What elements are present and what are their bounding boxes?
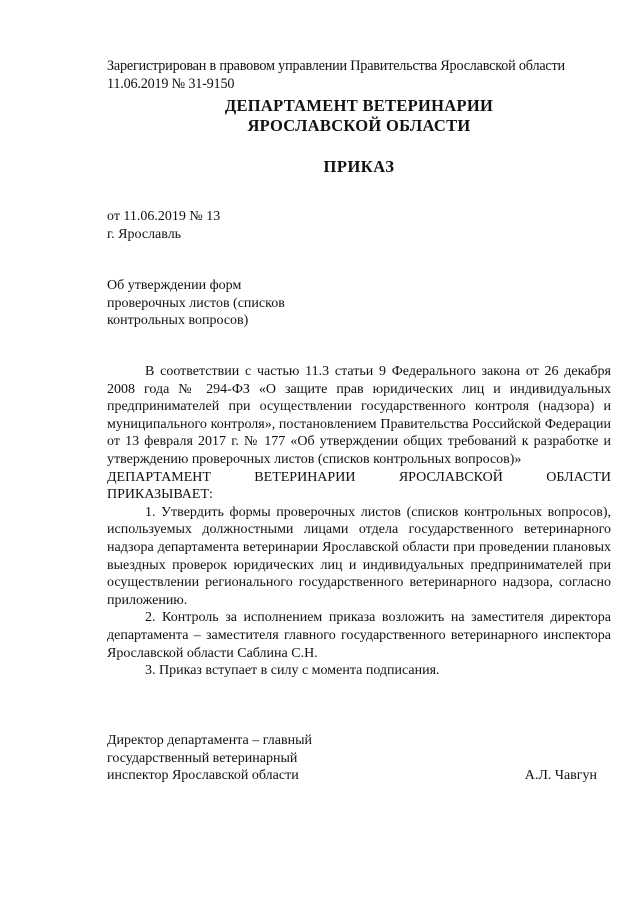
signature-line-1-row [107, 732, 611, 750]
order-item-3: 3. Приказ вступает в силу с момента подписания. [145, 663, 440, 679]
signature-line-3: инспектор Ярославской области [107, 768, 299, 784]
order-date-number: от 11.06.2019 № 13 [107, 209, 221, 224]
signatory-name: А.Л. Чавгун [524, 768, 597, 784]
department-heading [107, 96, 611, 136]
order-body [107, 363, 611, 680]
order-meta [107, 208, 611, 243]
subject-line-1: Об утверждении форм [107, 278, 242, 293]
registration-line-1: Зарегистрирован в правовом управлении Правительства Ярославской области [107, 58, 565, 74]
signature-line-2-row [107, 750, 611, 768]
order-item-2: 2. Контроль за исполнением приказа возложить на заместителя директора департамента – заместителя главного государственного ветеринарного инспектора Ярославской области Саблина С.Н. [107, 610, 611, 661]
orders-line-2: ПРИКАЗЫВАЕТ: [107, 487, 213, 503]
order-title: ПРИКАЗ [323, 157, 395, 176]
order-item-1: 1. Утвердить формы проверочных листов (списков контрольных вопросов), используемых должностными лицами отдела государственного ветеринарного надзора департамента ветеринарии Ярославской области при проведении плановых выездных проверок юридических лиц и индивидуальных предпринимателей при осуществлении регионального государственного ветеринарного надзора, согласно приложению. [107, 504, 611, 608]
order-city: г. Ярославль [107, 226, 182, 242]
registration-line-2: 11.06.2019 № 31-9150 [107, 75, 235, 92]
order-subject [107, 277, 611, 330]
department-line-1: ДЕПАРТАМЕНТ ВЕТЕРИНАРИИ [224, 96, 494, 115]
subject-line-3: контрольных вопросов) [107, 313, 249, 329]
subject-line-2: проверочных листов (списков [107, 295, 285, 311]
signature-line-1: Директор департамента – главный [107, 733, 312, 748]
preamble-paragraph: В соответствии с частью 11.3 статьи 9 Федерального закона от 26 декабря 2008 года № 294-ФЗ «О защите прав юридических лиц и индивидуальных предпринимателей при осуществлении государственного контроля (надзора) и муниципального контроля», постановлением Правительства Российской Федерации от 13 февраля 2017 г. № 177 «Об утверждении общих требований к разработке и утверждению проверочных листов (списков контрольных вопросов)» [107, 364, 611, 467]
signature-block [107, 732, 611, 785]
signature-line-2: государственный ветеринарный [107, 750, 298, 766]
department-line-2: ЯРОСЛАВСКОЙ ОБЛАСТИ [247, 116, 471, 135]
registration-note [107, 58, 611, 93]
orders-line-1: ДЕПАРТАМЕНТ ВЕТЕРИНАРИИ ЯРОСЛАВСКОЙ ОБЛАСТИ [107, 469, 611, 485]
signature-line-3-row [107, 767, 611, 785]
